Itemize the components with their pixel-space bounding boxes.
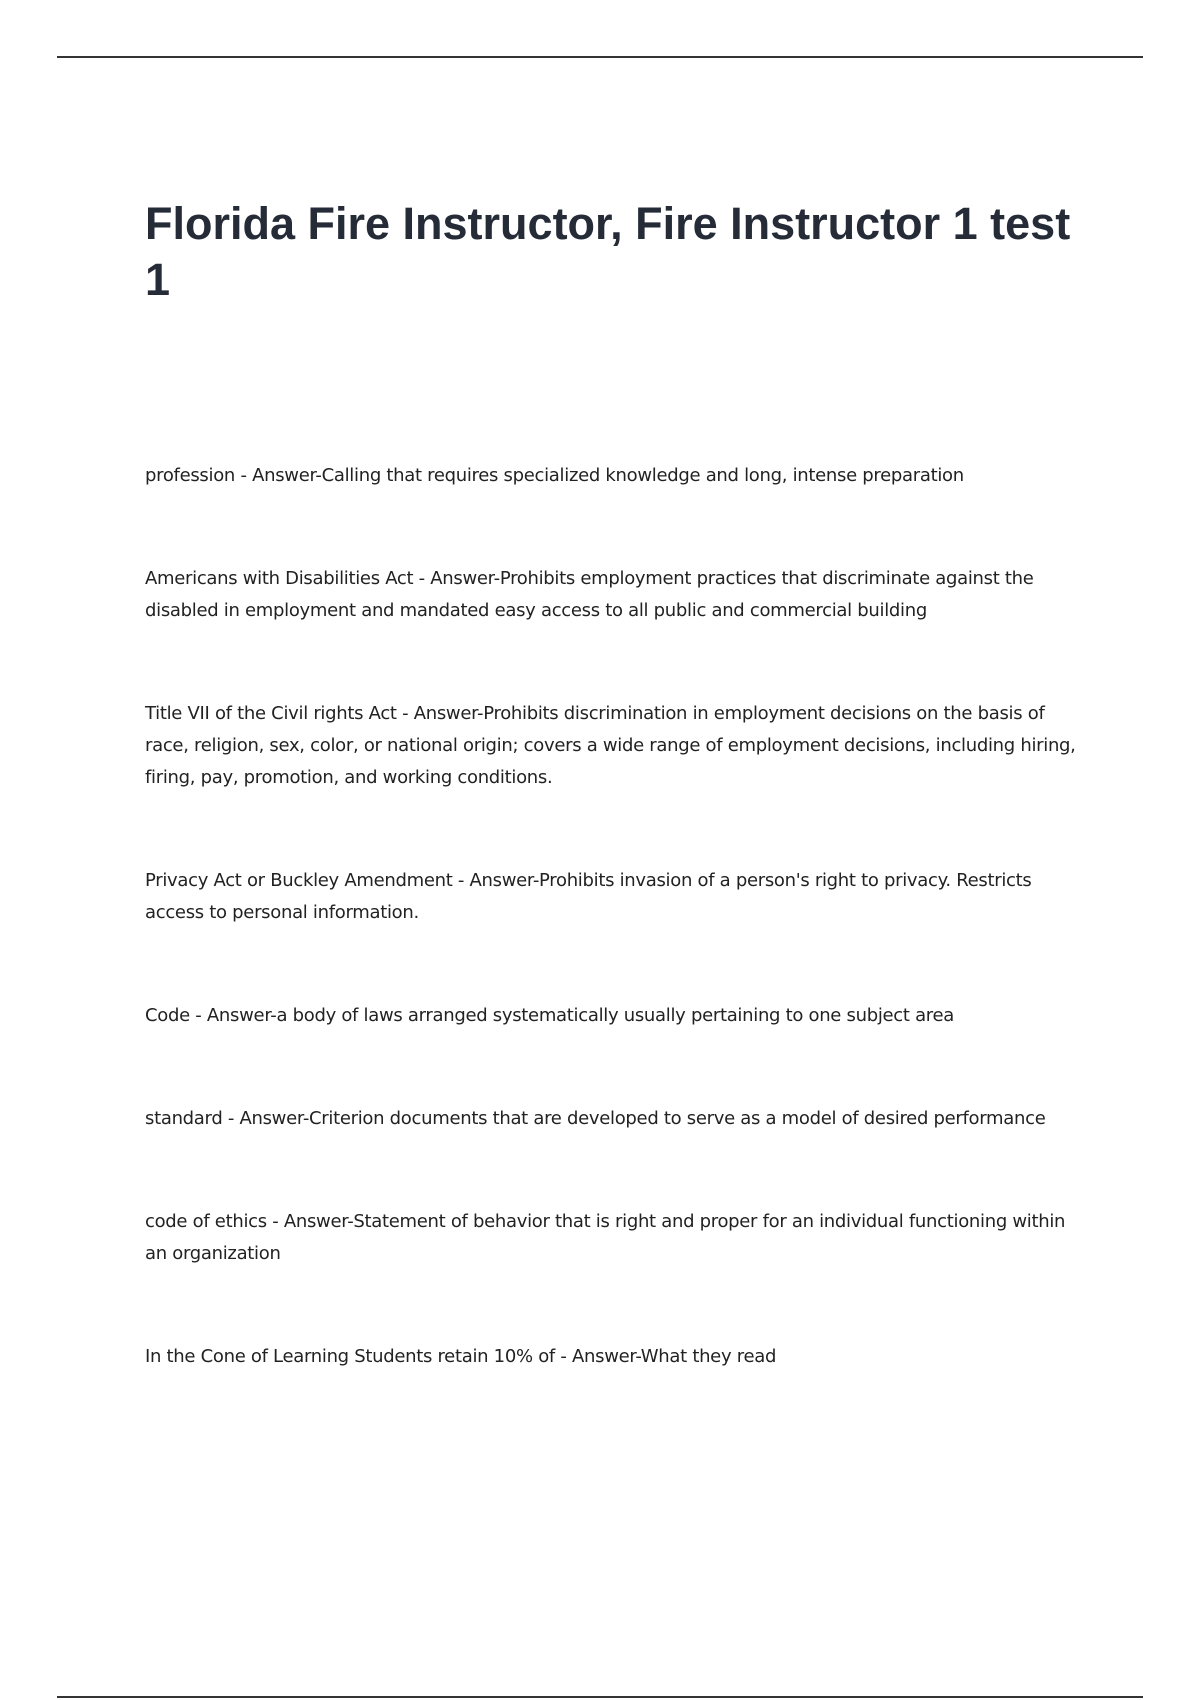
qa-list [145, 460, 1085, 1444]
footer-rule [57, 1696, 1143, 1698]
qa-item: Title VII of the Civil rights Act - Answer-Prohibits discrimination in employment decisions on the basis of race, religion, sex, color, or national origin; covers a wide range of employment decisions, including hiring, firing, pay, promotion, and working conditions. [145, 703, 1076, 788]
header-rule [57, 56, 1143, 58]
qa-item: standard - Answer-Criterion documents that are developed to serve as a model of desired performance [145, 1108, 1046, 1129]
qa-item: profession - Answer-Calling that requires specialized knowledge and long, intense preparation [145, 465, 964, 486]
qa-item: Americans with Disabilities Act - Answer-Prohibits employment practices that discriminate against the disabled in employment and mandated easy access to all public and commercial building [145, 568, 1034, 621]
qa-item: Privacy Act or Buckley Amendment - Answer-Prohibits invasion of a person's right to privacy. Restricts access to personal information. [145, 870, 1032, 923]
qa-item: Code - Answer-a body of laws arranged systematically usually pertaining to one subject area [145, 1005, 955, 1026]
qa-item: code of ethics - Answer-Statement of behavior that is right and proper for an individual functioning within an organization [145, 1211, 1066, 1264]
qa-item: In the Cone of Learning Students retain 10% of - Answer-What they read [145, 1346, 777, 1367]
document-title: Florida Fire Instructor, Fire Instructor 1 test 1 [145, 198, 1071, 305]
